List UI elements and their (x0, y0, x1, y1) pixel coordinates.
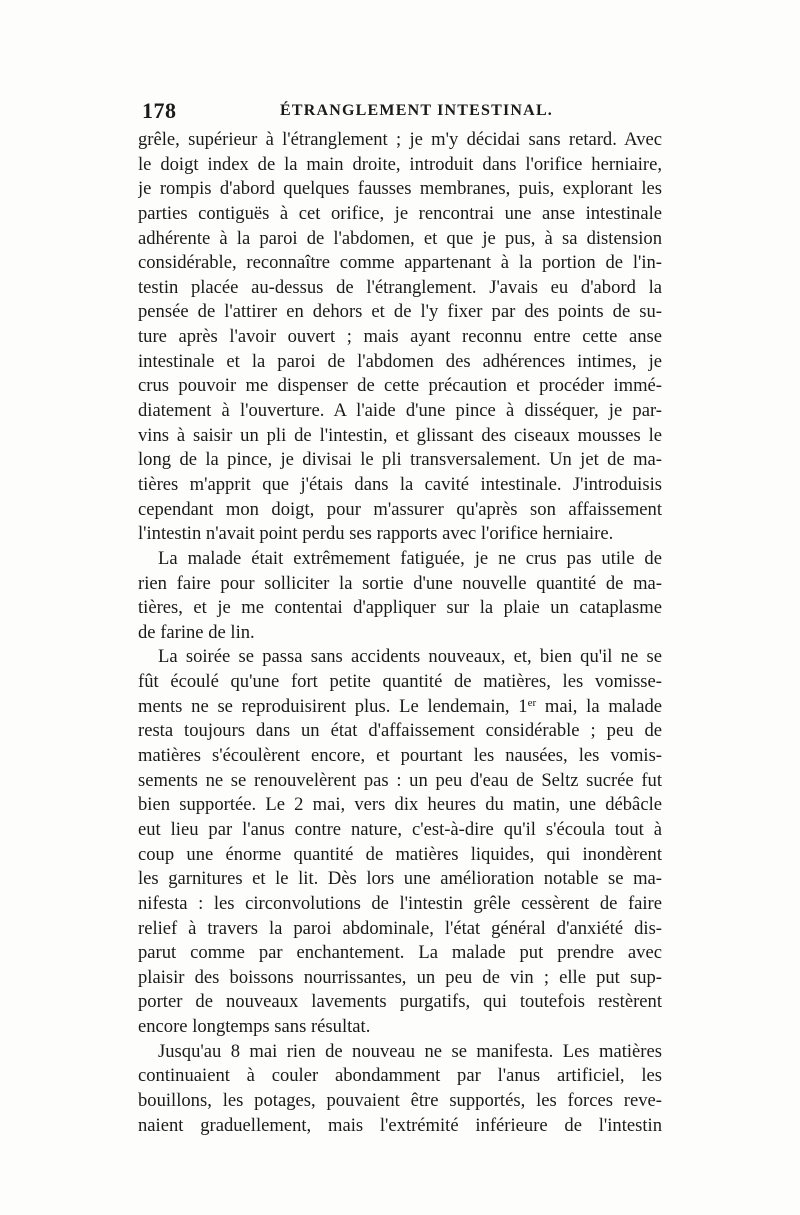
text-line: encore longtemps sans résultat. (138, 1016, 371, 1038)
text-line (138, 695, 662, 720)
text-line: rien faire pour solliciter la sortie d'une nouvelle quantité de ma- (138, 572, 662, 594)
text-line: le doigt index de la main droite, introduit dans l'orifice herniaire, (138, 153, 662, 175)
text-line: considérable, reconnaître comme appartenant à la portion de l'in- (138, 252, 662, 274)
page-header (142, 98, 662, 128)
paragraph-start-line: Jusqu'au 8 mai rien de nouveau ne se manifesta. Les matières (158, 1040, 662, 1062)
text-line: plaisir des boissons nourrissantes, un peu de vin ; elle put sup- (138, 966, 662, 988)
text-line: je rompis d'abord quelques fausses membranes, puis, explorant les (138, 178, 662, 200)
paragraph-start-line: La soirée se passa sans accidents nouveaux, et, bien qu'il ne se (158, 646, 662, 668)
text-line: grêle, supérieur à l'étranglement ; je m'y décidai sans retard. Avec (138, 129, 662, 150)
text-line: adhérente à la paroi de l'abdomen, et que je pus, à sa distension (138, 227, 662, 249)
text-line: resta toujours dans un état d'affaissement considérable ; peu de (138, 720, 662, 742)
text-line: continuaient à couler abondamment par l'anus artificiel, les (138, 1065, 662, 1087)
text-line: intestinale et la paroi de l'abdomen des adhérences intimes, je (138, 350, 662, 372)
text-line: parties contiguës à cet orifice, je rencontrai une anse intestinale (138, 202, 662, 224)
body-text (138, 128, 662, 1138)
text-line: matières s'écoulèrent encore, et pourtant les nausées, les vomis- (138, 745, 662, 767)
text-line: cependant mon doigt, pour m'assurer qu'après son affaissement (138, 498, 662, 520)
text-line: testin placée au-dessus de l'étranglement. J'avais eu d'abord la (138, 276, 662, 298)
text-line: coup une énorme quantité de matières liquides, qui inondèrent (138, 843, 662, 865)
text-line: l'intestin n'avait point perdu ses rapports avec l'orifice herniaire. (138, 523, 614, 545)
running-title: ÉTRANGLEMENT INTESTINAL. (280, 102, 554, 119)
text-line: parut comme par enchantement. La malade put prendre avec (138, 942, 662, 964)
text-line: pensée de l'attirer en dehors et de l'y fixer par des points de su- (138, 301, 662, 323)
text-line: de farine de lin. (138, 621, 255, 643)
text-line: fût écoulé qu'une fort petite quantité de matières, les vomisse- (138, 671, 662, 693)
text-line: ture après l'avoir ouvert ; mais ayant reconnu entre cette anse (138, 326, 662, 348)
text-line: tières, et je me contentai d'appliquer sur la plaie un cataplasme (138, 597, 662, 619)
text-line: bien supportée. Le 2 mai, vers dix heures du matin, une débâcle (138, 794, 662, 816)
page-number: 178 (142, 98, 177, 123)
text-line: eut lieu par l'anus contre nature, c'est-à-dire qu'il s'écoula tout à (138, 818, 662, 840)
text-line: tières m'apprit que j'étais dans la cavité intestinale. J'introduisis (138, 473, 662, 495)
text-line: les garnitures et le lit. Dès lors une amélioration notable se ma- (138, 868, 662, 890)
text-line: sements ne se renouvelèrent pas : un peu d'eau de Seltz sucrée fut (138, 769, 662, 791)
text-line: long de la pince, je divisai le pli transversalement. Un jet de ma- (138, 449, 662, 471)
text-line: nifesta : les circonvolutions de l'intestin grêle cessèrent de faire (138, 892, 662, 914)
paragraph-start-line: La malade était extrêmement fatiguée, je ne crus pas utile de (158, 547, 662, 569)
text-segment: ments ne se reproduisirent plus. Le lendemain, 1 (138, 695, 528, 717)
text-line: crus pouvoir me dispenser de cette précaution et procéder immé- (138, 375, 662, 397)
text-line: vins à saisir un pli de l'intestin, et glissant des ciseaux mousses le (138, 424, 662, 446)
text-line: relief à travers la paroi abdominale, l'état général d'anxiété dis- (138, 917, 662, 939)
text-segment: mai, la malade (536, 695, 662, 717)
text-line: bouillons, les potages, pouvaient être supportés, les forces reve- (138, 1089, 662, 1111)
text-line: naient graduellement, mais l'extrémité inférieure de l'intestin (138, 1114, 662, 1136)
ordinal-superscript: er (527, 696, 537, 709)
text-line: porter de nouveaux lavements purgatifs, qui toutefois restèrent (138, 991, 662, 1013)
text-line: diatement à l'ouverture. A l'aide d'une pince à disséquer, je par- (138, 400, 662, 422)
